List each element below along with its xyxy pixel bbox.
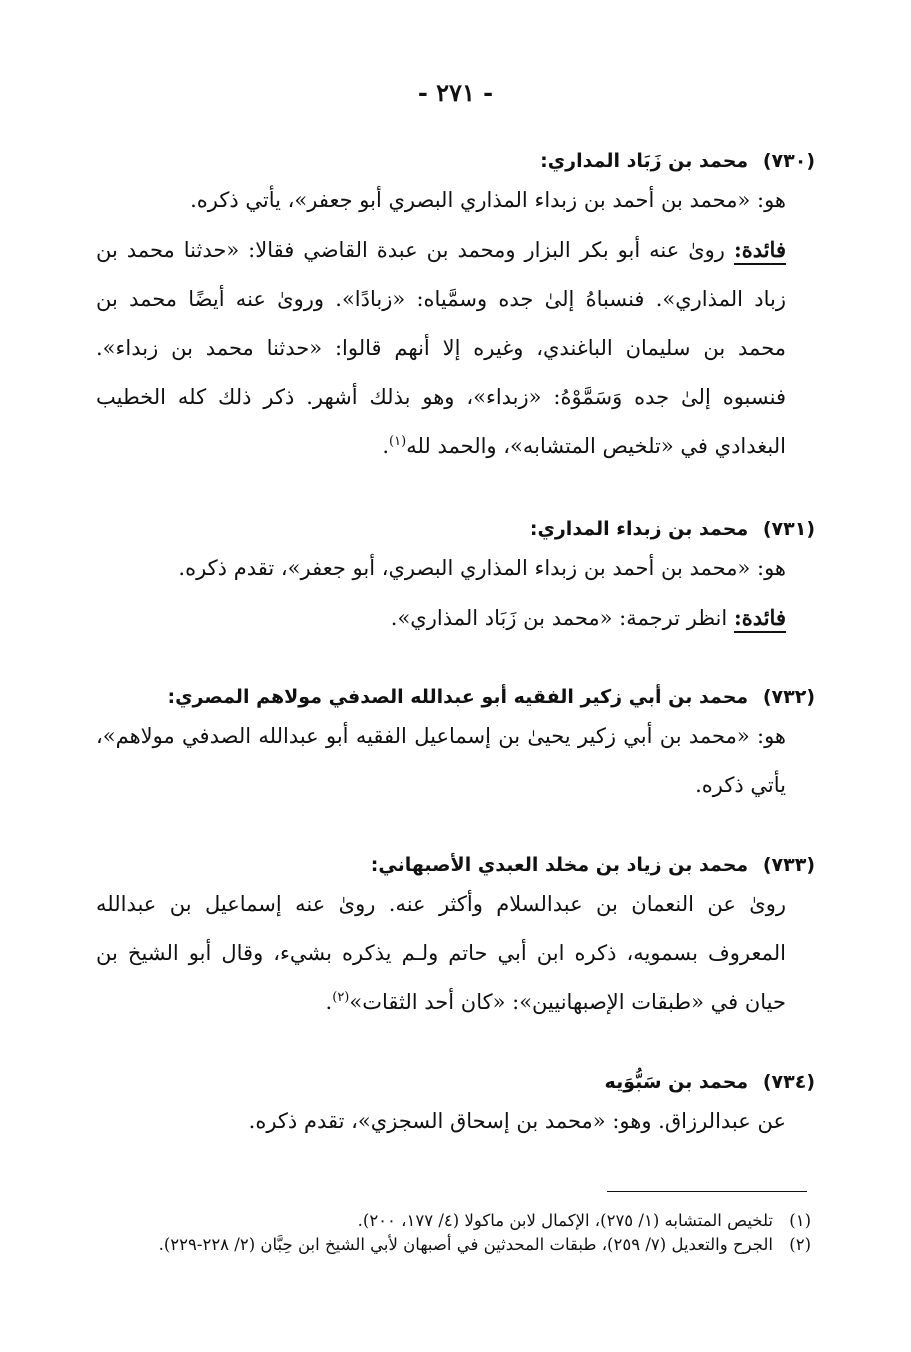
benefit-paragraph: فائدة: رویٰ عنه أبو بكر البزار ومحمد بن عبدة القاضي فقالا: «حدثنا محمد بن زباد المذاري». فنسباهُ إلىٰ جده وسمَّياه: «زبادًا». وروىٰ عنه أيضًا محمد بن محمد بن سليمان الباغندي، وغيره إلا أنهم قالوا: «حدثنا محمد بن زبداء». فنسبوه إلىٰ جده وَسَمَّوْهُ: «زبداء»، وهو بذلك أشهر. ذكر ذلك كله الخطيب البغدادي في «تلخيص المتشابه»، والحمد لله$^{(١)}$. (96, 237, 786, 458)
footnote-1 (101, 1209, 811, 1233)
entry-heading (96, 850, 815, 880)
entry-body (96, 712, 786, 810)
footnote-divider (607, 1191, 807, 1192)
entry-title: محمد بن زَبَاد المداري: (540, 150, 749, 172)
entry-text: عن عبدالرزاق. وهو: «محمد بن إسحاق السجزي»، تقدم ذكره. (248, 1109, 786, 1133)
footnote-text: الجرح والتعديل (٧/ ٢٥٩)، طبقات المحدثين في أصبهان لأبي الشيخ ابن حِبَّان (٢/ ٢٢٨-٢٢٩). (158, 1235, 773, 1254)
entry-number: (٧٣٢) (762, 686, 815, 708)
entry-body (96, 1097, 786, 1146)
entry-text: هو: «محمد بن أحمد بن زبداء المذاري البصري، أبو جعفر»، تقدم ذكره. (178, 556, 786, 580)
entry-title: محمد بن أبي زكير الفقيه أبو عبدالله الصدفي مولاهم المصري: (167, 686, 749, 708)
benefit-paragraph (96, 593, 786, 643)
entry-heading (96, 682, 815, 712)
entry-number: (٧٣٣) (762, 854, 815, 876)
page-number: - ٢٧١ - (417, 78, 494, 107)
entry-heading (96, 146, 815, 176)
entry-text: هو: «محمد بن أبي زكير يحيىٰ بن إسماعيل الفقيه أبو عبدالله الصدفي مولاهم»، يأتي ذكره. (96, 724, 786, 797)
footnote-number: (٢) (789, 1235, 811, 1254)
entry-733 (96, 850, 815, 1027)
entry-body (96, 544, 786, 643)
entry-number: (٧٣٤) (762, 1071, 815, 1093)
entry-text: هو: «محمد بن أحمد بن زبداء المذاري البصري أبو جعفر»، يأتي ذكره. (190, 188, 786, 212)
benefit-text: انظر ترجمة: «محمد بن زَبَاد المذاري». (390, 606, 728, 630)
entry-body (96, 176, 786, 471)
entry-heading (96, 514, 815, 544)
entry-732 (96, 682, 815, 810)
footnote-ref: (٢) (332, 990, 350, 1005)
entry-title: محمد بن زبداء المداري: (529, 518, 749, 540)
entry-title: محمد بن سَبُّوَيه (604, 1071, 749, 1093)
footnotes (101, 1209, 811, 1257)
benefit-label: فائدة: (734, 605, 786, 633)
footnote-number: (١) (789, 1211, 811, 1230)
entry-text-content: رویٰ عن النعمان بن عبدالسلام وأكثر عنه. رویٰ عنه إسماعيل بن عبدالله المعروف بسمويه، ذكره ابن أبي حاتم ولـم يذكره بشيء، وقال أبو الشيخ بن حيان في «طبقات الإصبهانيين»: «كان أحد الثقات» (96, 892, 786, 1014)
entry-731 (96, 514, 815, 643)
footnote-2 (101, 1233, 811, 1257)
benefit-label: فائدة: (734, 237, 786, 265)
entry-number: (٧٣٠) (762, 150, 815, 172)
entry-heading (96, 1067, 815, 1097)
benefit-text: رویٰ عنه أبو بكر البزار ومحمد بن عبدة القاضي فقالا: «حدثنا محمد بن زباد المذاري». فنسباهُ إلىٰ جده وسمَّياه: «زبادًا». وروىٰ عنه أيضًا محمد بن محمد بن سليمان الباغندي، وغيره إلا أنهم قالوا: «حدثنا محمد بن زبداء». فنسبوه إلىٰ جده وَسَمَّوْهُ: «زبداء»، وهو بذلك أشهر. ذكر ذلك كله الخطيب البغدادي في «تلخيص المتشابه»، والحمد لله (96, 238, 786, 458)
entry-730 (96, 146, 815, 471)
entry-title: محمد بن زياد بن مخلد العبدي الأصبهاني: (370, 854, 749, 876)
footnote-ref: (١) (389, 434, 407, 449)
entry-text: رویٰ عن النعمان بن عبدالسلام وأكثر عنه. رویٰ عنه إسماعيل بن عبدالله المعروف بسمويه، ذكره ابن أبي حاتم ولـم يذكره بشيء، وقال أبو الشيخ بن حيان في «طبقات الإصبهانيين»: «كان أحد الثقات»$^{(٢)}$. (96, 892, 786, 1014)
entry-number: (٧٣١) (762, 518, 815, 540)
entry-734 (96, 1067, 815, 1146)
entry-body (96, 880, 786, 1027)
footnote-text: تلخيص المتشابه (١/ ٢٧٥)، الإكمال لابن ماكولا (٤/ ١٧٧، ٢٠٠). (357, 1211, 773, 1230)
